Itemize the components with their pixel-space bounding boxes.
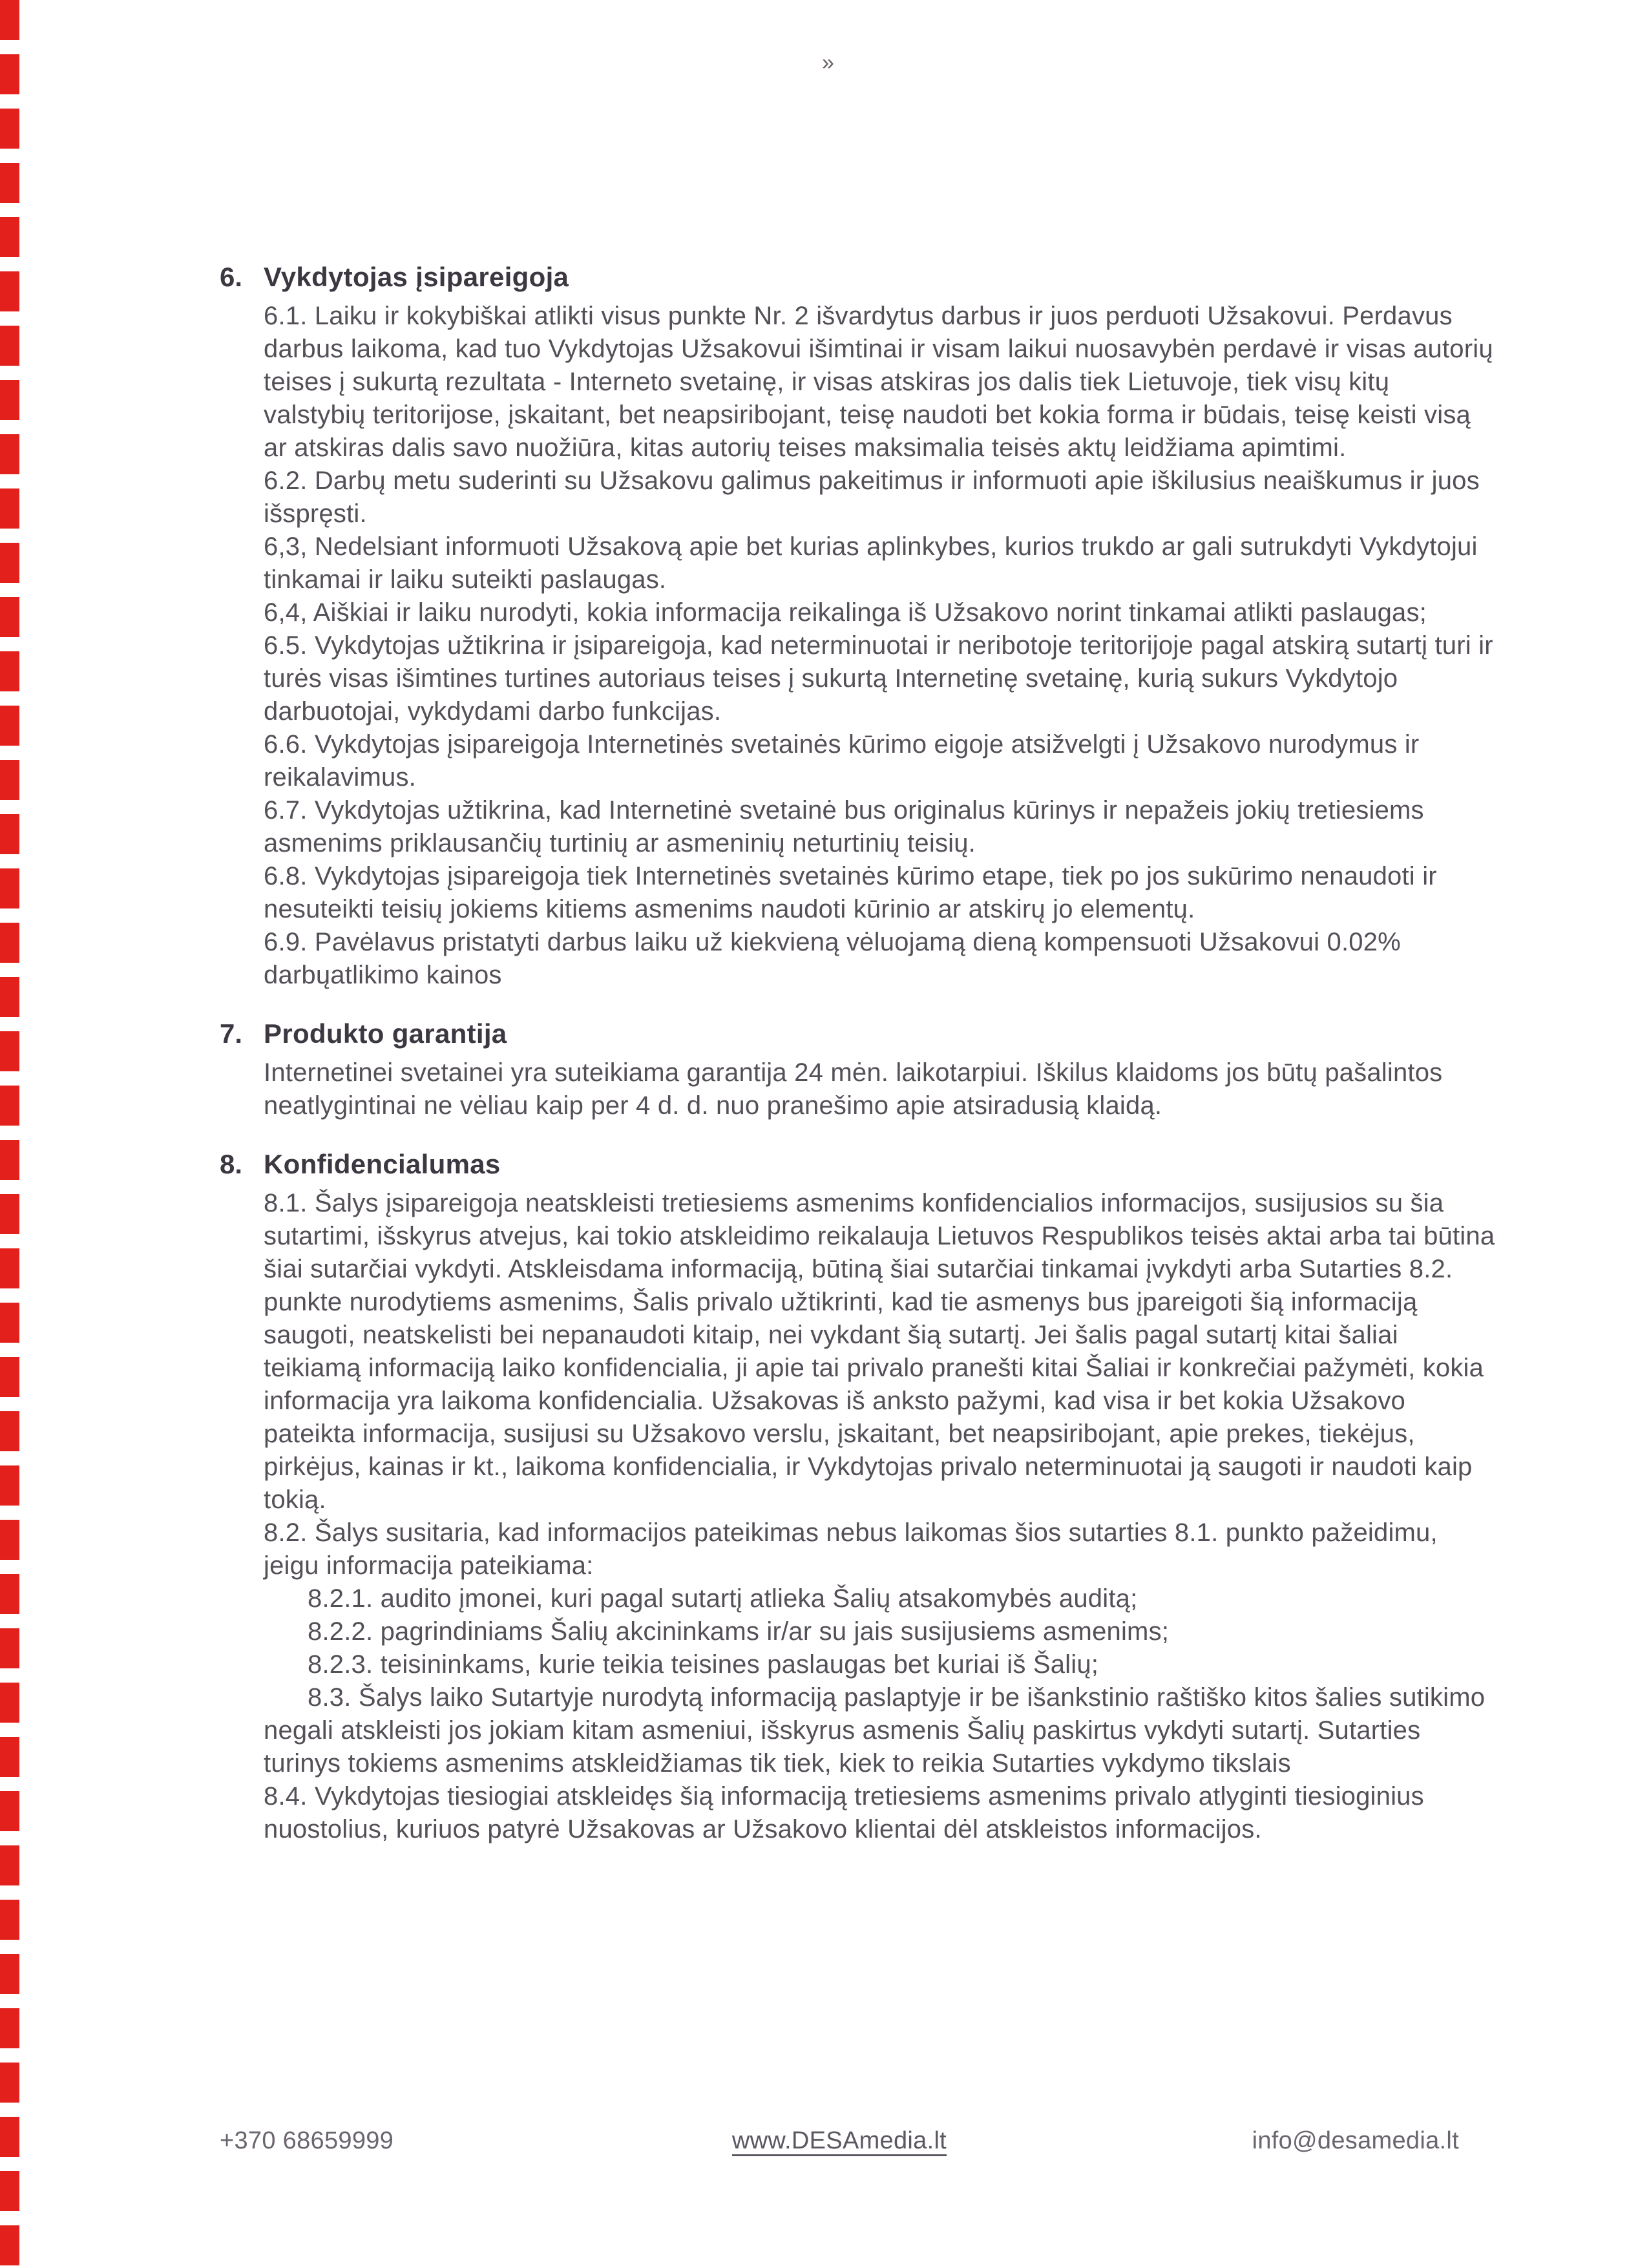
clause-6-8: 6.8. Vykdytojas įsipareigoja tiek Internetinės svetainės kūrimo etape, tiek po jos sukūrimo nenaudoti ir nesuteikti teisių jokiems kitiems asmenims naudoti kūrinio ar atskirų jo elementų.: [264, 862, 1437, 923]
clause-8-2-2: 8.2.2. pagrindiniams Šalių akcininkams ir/ar su jais susijusiems asmenims;: [308, 1617, 1170, 1646]
clause-8-2-1: 8.2.1. audito įmonei, kuri pagal sutartį atlieka Šalių atsakomybės auditą;: [308, 1584, 1138, 1613]
section-6-number: 6.: [220, 262, 243, 292]
left-edge-red-strip: [0, 0, 19, 2268]
footer-email: info@desamedia.lt: [1252, 2127, 1459, 2154]
clause-6-9: 6.9. Pavėlavus pristatyti darbus laiku už kiekvieną vėluojamą dieną kompensuoti Užsakovui 0.02% darbųatlikimo kainos: [264, 928, 1401, 989]
footer-phone: +370 68659999: [220, 2127, 394, 2154]
section-7: [220, 1016, 1500, 1122]
clause-6-5: 6.5. Vykdytojas užtikrina ir įsipareigoja, kad neterminuotai ir neribotoje teritorijoje pagal atskirą sutartį turi ir turės visas išimtines turtines autoriaus teises į sukurtą Internetinę svetainę, kurią sukurs Vykdytojo darbuotojai, vykdydami darbo funkcijas.: [264, 631, 1493, 726]
document-body: [220, 260, 1500, 1871]
section-8-body: [264, 1147, 1497, 1846]
clause-7-body: Internetinei svetainei yra suteikiama garantija 24 mėn. laikotarpiui. Iškilus klaidoms jos būtų pašalintos neatlygintinai ne vėliau kaip per 4 d. d. nuo pranešimo apie atsiradusią klaidą.: [264, 1058, 1443, 1120]
footer-website-wrap: [633, 2127, 1045, 2155]
section-8-number: 8.: [220, 1149, 243, 1179]
website-link[interactable]: www.DESAmedia.lt: [731, 2127, 947, 2154]
section-6: [220, 260, 1500, 992]
clause-8-2-3: 8.2.3. teisininkams, kurie teikia teisines paslaugas bet kuriai iš Šalių;: [308, 1650, 1099, 1679]
section-8-title: Konfidencialumas: [264, 1149, 501, 1179]
clause-6-1: 6.1. Laiku ir kokybiškai atlikti visus punkte Nr. 2 išvardytus darbus ir juos perduoti Užsakovui. Perdavus darbus laikoma, kad tuo Vykdytojas Užsakovui išimtinai ir visam laikui nuosavybėn perdavė ir visas autorių teises į sukurtą rezultata - Interneto svetainę, ir visas atskiras jos dalis tiek Lietuvoje, tiek visų kitų valstybių teritorijose, įskaitant, bet neapsiribojant, teisę naudoti bet kokia forma ir būdais, teisę keisti visą ar atskiras dalis savo nuožiūra, kitas autorių teises maksimalia teisės aktų leidžiama apimtimi.: [264, 302, 1493, 462]
section-7-body: [264, 1016, 1497, 1122]
section-8: [220, 1147, 1500, 1846]
section-7-number: 7.: [220, 1018, 243, 1049]
section-6-title: Vykdytojas įsipareigoja: [264, 262, 569, 292]
clause-6-7: 6.7. Vykdytojas užtikrina, kad Internetinė svetainė bus originalus kūrinys ir nepažeis jokių tretiesiems asmenims priklausančių turtinių ar asmeninių neturtinių teisių.: [264, 796, 1424, 857]
section-7-title: Produkto garantija: [264, 1018, 507, 1049]
page-footer: [220, 2127, 1459, 2155]
clause-8-1: 8.1. Šalys įsipareigoja neatskleisti tretiesiems asmenims konfidencialios informacijos, susijusios su šia sutartimi, išskyrus atvejus, kai tokio atskleidimo reikalauja Lietuvos Respublikos teisės aktai arba tai būtina šiai sutarčiai vykdyti. Atskleisdama informaciją, būtiną šiai sutarčiai tinkamai įvykdyti arba Sutarties 8.2. punkte nurodytiems asmenims, Šalis privalo užtikrinti, kad tie asmenys bus įpareigoti šią informaciją saugoti, neatskelisti bei nepanaudoti kitaip, nei vykdant šią sutartį. Jei šalis pagal sutartį kitai šaliai teikiamą informaciją laiko konfidencialia, ji apie tai privalo pranešti kitai Šaliai ir konkrečiai pažymėti, kokia informacija yra laikoma konfidencialia. Užsakovas iš anksto pažymi, kad visa ir bet kokia Užsakovo pateikta informacija, susijusi su Užsakovo verslu, įskaitant, bet neapsiribojant, apie prekes, tiekėjus, pirkėjus, kainas ir kt., laikoma konfidencialia, ir Vykdytojas privalo neterminuotai ją saugoti ir naudoti kaip tokią.: [264, 1189, 1495, 1514]
clause-6-3: 6,3, Nedelsiant informuoti Užsakovą apie bet kurias aplinkybes, kurios trukdo ar gali sutrukdyti Vykdytojui tinkamai ir laiku suteikti paslaugas.: [264, 532, 1478, 594]
clause-8-2: 8.2. Šalys susitaria, kad informacijos pateikimas nebus laikomas šios sutarties 8.1. punkto pažeidimu, jeigu informacija pateikiama:: [264, 1518, 1438, 1580]
clause-6-6: 6.6. Vykdytojas įsipareigoja Internetinės svetainės kūrimo eigoje atsižvelgti į Užsakovo nurodymus ir reikalavimus.: [264, 730, 1420, 792]
clause-8-4: 8.4. Vykdytojas tiesiogiai atskleidęs šią informaciją tretiesiems asmenims privalo atlyginti tiesioginius nuostolius, kuriuos patyrė Užsakovas ar Užsakovo klientai dėl atskleistos informacijos.: [264, 1782, 1424, 1843]
section-6-body: [264, 260, 1497, 992]
clause-8-3: 8.3. Šalys laiko Sutartyje nurodytą informaciją paslaptyje ir be išankstinio raštiško kitos šalies sutikimo negali atskleisti jos jokiam kitam asmeniui, išskyrus asmenis Šalių paskirtus vykdyti sutartį. Sutarties turinys tokiems asmenims atskleidžiamas tik tiek, kiek to reikia Sutarties vykdymo tikslais: [264, 1683, 1486, 1778]
clause-6-4: 6,4, Aiškiai ir laiku nurodyti, kokia informacija reikalinga iš Užsakovo norint tinkamai atlikti paslaugas;: [264, 598, 1427, 627]
scan-artifact-mark: »: [822, 50, 834, 75]
clause-6-2: 6.2. Darbų metu suderinti su Užsakovu galimus pakeitimus ir informuoti apie iškilusius neaiškumus ir juos išspręsti.: [264, 467, 1480, 528]
